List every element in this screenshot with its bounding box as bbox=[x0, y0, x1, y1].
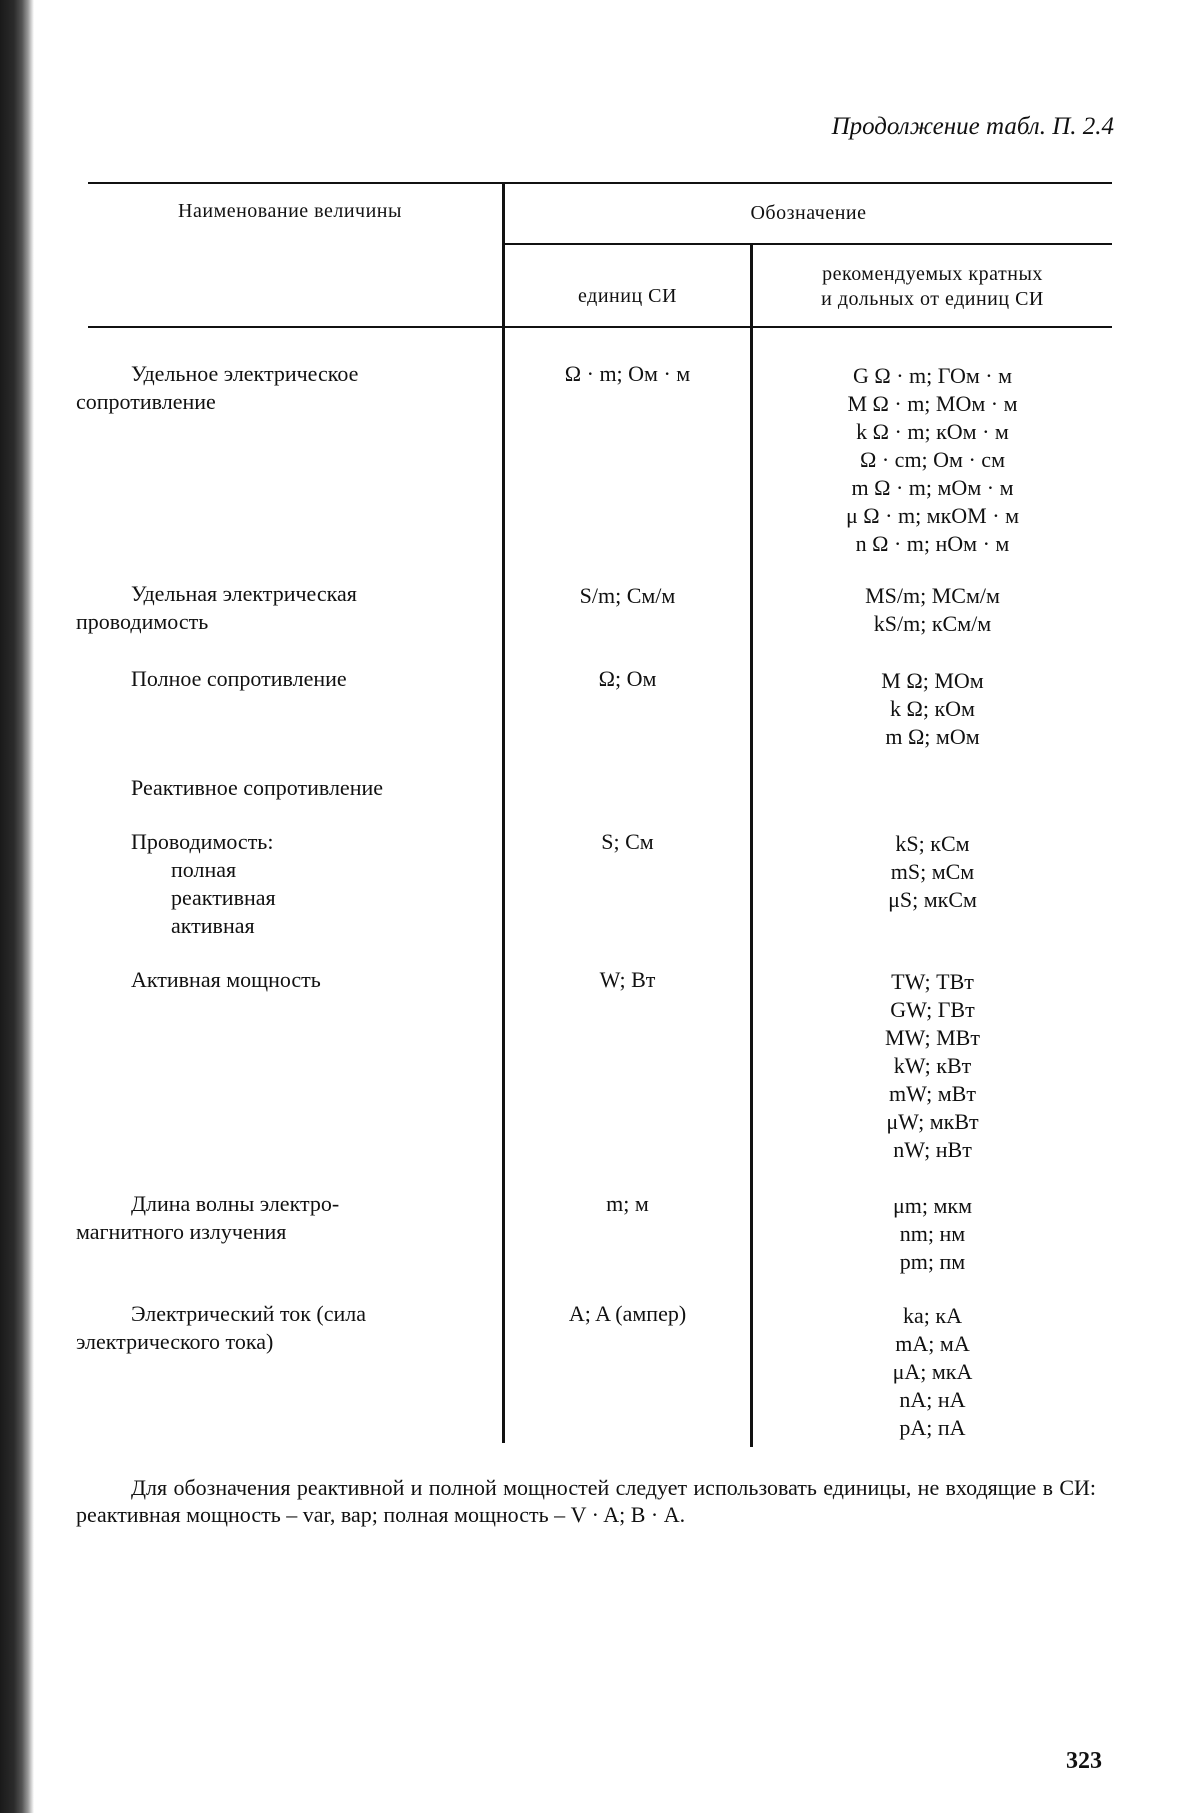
rec-line: k Ω · m; кОм · м bbox=[856, 419, 1009, 444]
name-line: Удельная электрическая bbox=[131, 581, 357, 606]
row-name-active-power bbox=[76, 966, 496, 994]
row-name-conductivity bbox=[76, 580, 496, 636]
name-line: Проводимость: bbox=[131, 829, 274, 854]
row-rec-electric-current bbox=[755, 1302, 1110, 1442]
rec-line: GW; ГВт bbox=[890, 997, 975, 1022]
name-line: проводимость bbox=[76, 609, 209, 634]
rec-line: TW; ТВт bbox=[891, 969, 974, 994]
rec-line: μm; мкм bbox=[892, 1193, 973, 1218]
si-line: W; Вт bbox=[599, 967, 656, 992]
name-line: Полное сопротивление bbox=[131, 666, 347, 691]
rec-line: mW; мВт bbox=[889, 1081, 976, 1106]
row-si-conductivity bbox=[505, 582, 750, 610]
header-recommended-line: рекомендуемых кратных bbox=[822, 263, 1043, 285]
row-name-resistivity bbox=[76, 360, 496, 416]
rec-line: m Ω; мОм bbox=[885, 724, 980, 749]
rec-line: μA; мкА bbox=[892, 1359, 973, 1384]
row-name-impedance bbox=[76, 665, 496, 693]
si-line: S; См bbox=[601, 829, 654, 854]
running-head: Продолжение табл. П. 2.4 bbox=[831, 113, 1114, 140]
row-name-electric-current bbox=[76, 1300, 496, 1356]
row-rec-admittance bbox=[755, 830, 1110, 914]
name-line: магнитного излучения bbox=[76, 1219, 287, 1244]
name-line: Удельное электрическое bbox=[131, 361, 359, 386]
row-si-wavelength bbox=[505, 1190, 750, 1218]
header-bottom-rule bbox=[88, 326, 1112, 328]
row-si-active-power bbox=[505, 966, 750, 994]
rec-line: μW; мкВт bbox=[886, 1109, 979, 1134]
row-si-resistivity bbox=[505, 360, 750, 388]
rec-line: pA; пА bbox=[899, 1415, 966, 1440]
rec-line: mA; мА bbox=[895, 1331, 970, 1356]
name-line: сопротивление bbox=[76, 389, 216, 414]
rec-line: G Ω · m; ГОм · м bbox=[852, 363, 1013, 388]
rec-line: m Ω · m; мОм · м bbox=[851, 475, 1014, 500]
header-name: Наименование величины bbox=[178, 200, 402, 222]
si-line: A; A (ампер) bbox=[568, 1301, 687, 1326]
name-line: Реактивное сопротивление bbox=[131, 775, 384, 800]
rec-line: kW; кВт bbox=[893, 1053, 972, 1078]
row-rec-impedance bbox=[755, 667, 1110, 751]
name-subitem: полная bbox=[171, 857, 237, 882]
si-line: S/m; См/м bbox=[579, 583, 676, 608]
rec-line: mS; мСм bbox=[890, 859, 975, 884]
rec-line: kS/m; кСм/м bbox=[873, 611, 992, 636]
si-line: m; м bbox=[606, 1191, 649, 1216]
header-recommended-line: и дольных от единиц СИ bbox=[821, 288, 1044, 310]
row-name-wavelength bbox=[76, 1190, 496, 1246]
name-subitem: реактивная bbox=[171, 885, 276, 910]
header-si-units: единиц СИ bbox=[578, 285, 677, 307]
name-subitem: активная bbox=[171, 913, 255, 938]
rec-line: nA; нА bbox=[899, 1387, 966, 1412]
rec-line: μ Ω · m; мкОМ · м bbox=[845, 503, 1019, 528]
rec-line: ka; кА bbox=[903, 1303, 962, 1328]
row-rec-resistivity bbox=[755, 362, 1110, 558]
header-sub-rule bbox=[503, 243, 1112, 245]
rec-line: MW; МВт bbox=[885, 1025, 980, 1050]
rec-line: k Ω; кОм bbox=[890, 696, 975, 721]
row-rec-active-power bbox=[755, 968, 1110, 1164]
rec-line: nW; нВт bbox=[893, 1137, 972, 1162]
row-name-admittance bbox=[76, 828, 496, 940]
name-line: Электрический ток (сила bbox=[131, 1301, 367, 1326]
rec-line: Ω · cm; Ом · см bbox=[860, 447, 1005, 472]
rec-line: n Ω · m; нОм · м bbox=[855, 531, 1010, 556]
name-line: Активная мощность bbox=[131, 967, 321, 992]
rec-line: kS; кСм bbox=[895, 831, 970, 856]
si-line: Ω · m; Ом · м bbox=[564, 361, 691, 386]
page-number: 323 bbox=[1066, 1748, 1102, 1774]
rec-line: M Ω; МОм bbox=[881, 668, 984, 693]
row-si-admittance bbox=[505, 828, 750, 856]
rec-line: nm; нм bbox=[899, 1221, 966, 1246]
rec-line: MS/m; МСм/м bbox=[865, 583, 1000, 608]
rec-line: μS; мкСм bbox=[888, 887, 977, 912]
table-footnote: Для обозначения реактивной и полной мощностей следует использовать единицы, не входящие в СИ: реактивная мощность – var, вар; полная мощность – V · A; В · А. bbox=[76, 1475, 1096, 1527]
header-designation: Обозначение bbox=[750, 202, 867, 224]
rec-line: M Ω · m; МОм · м bbox=[847, 391, 1018, 416]
row-si-impedance bbox=[505, 665, 750, 693]
si-line: Ω; Ом bbox=[598, 666, 657, 691]
name-line: Длина волны электро- bbox=[131, 1191, 340, 1216]
row-rec-conductivity bbox=[755, 582, 1110, 638]
row-si-electric-current bbox=[505, 1300, 750, 1328]
table-top-rule bbox=[88, 182, 1112, 184]
rec-line: pm; пм bbox=[899, 1249, 966, 1274]
row-rec-wavelength bbox=[755, 1192, 1110, 1276]
row-name-reactance bbox=[76, 774, 496, 802]
header-recommended bbox=[755, 262, 1110, 312]
column-divider-2 bbox=[750, 244, 753, 1447]
name-line: электрического тока) bbox=[76, 1329, 274, 1354]
book-binding-shadow bbox=[0, 0, 34, 1813]
